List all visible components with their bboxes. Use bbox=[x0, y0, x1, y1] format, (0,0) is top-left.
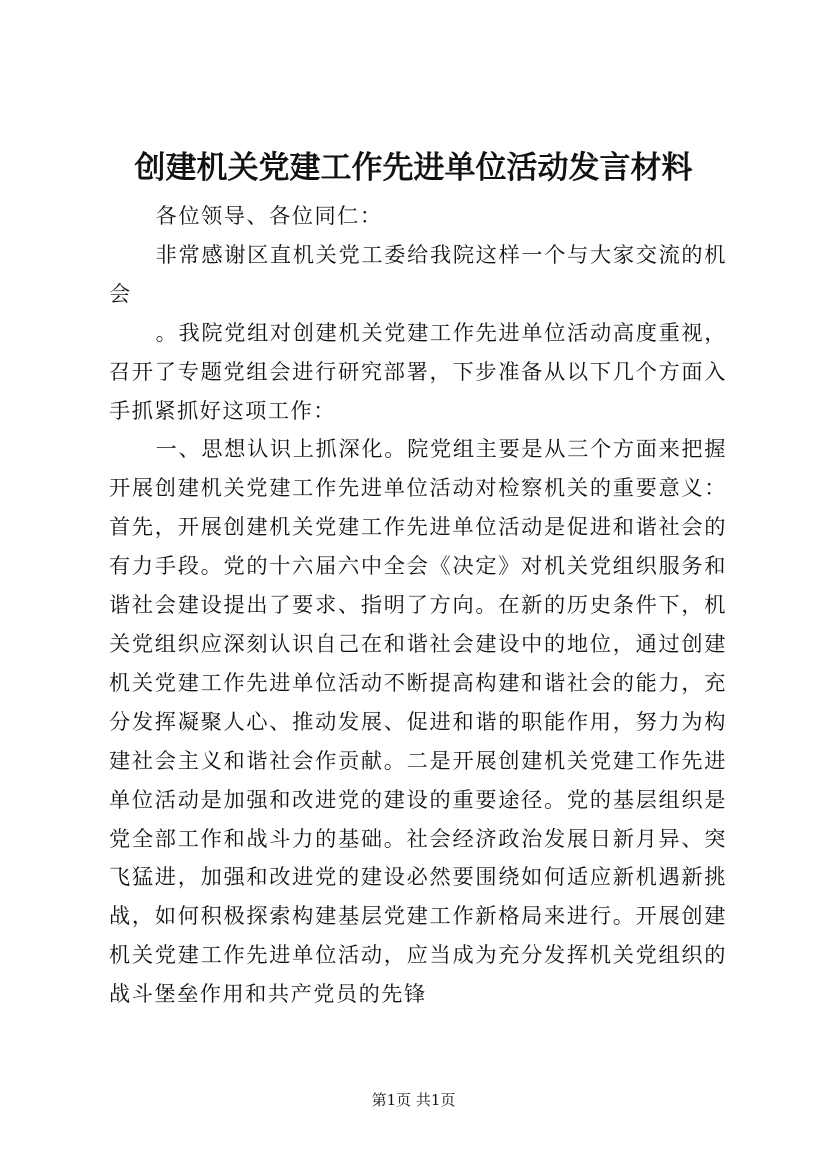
document-title: 创建机关党建工作先进单位活动发言材料 bbox=[134, 150, 693, 186]
page-footer: 第1页 共1页 bbox=[371, 1091, 456, 1109]
paragraph-section-one: 一、思想认识上抓深化。院党组主要是从三个方面来把握开展创建机关党建工作先进单位活动对检察机关的重要意义：首先，开展创建机关党建工作先进单位活动是促进和谐社会的有力手段。党的十六届六中全会《决定》对机关党组织服务和谐社会建设提出了要求、指明了方向。在新的历史条件下，机关党组织应深刻认识自己在和谐社会建设中的地位，通过创建机关党建工作先进单位活动不断提高构建和谐社会的能力，充分发挥凝聚人心、推动发展、促进和谐的职能作用，努力为构建社会主义和谐社会作贡献。二是开展创建机关党建工作先进单位活动是加强和改进党的建设的重要途径。党的基层组织是党全部工作和战斗力的基础。社会经济政治发展日新月异、突飞猛进，加强和改进党的建设必然要围绕如何适应新机遇新挑战，如何积极探索构建基层党建工作新格局来进行。开展创建机关党建工作先进单位活动，应当成为充分发挥机关党组织的战斗堡垒作用和共产党员的先锋 bbox=[109, 436, 727, 1007]
paragraph-intro: 。我院党组对创建机关党建工作先进单位活动高度重视，召开了专题党组会进行研究部署，下步准备从以下几个方面入手抓紧抓好这项工作： bbox=[109, 319, 727, 423]
paragraph-greeting: 各位领导、各位同仁： bbox=[155, 203, 383, 228]
document-body bbox=[109, 197, 727, 1014]
paragraph-thanks: 非常感谢区直机关党工委给我院这样一个与大家交流的机会 bbox=[109, 241, 727, 306]
